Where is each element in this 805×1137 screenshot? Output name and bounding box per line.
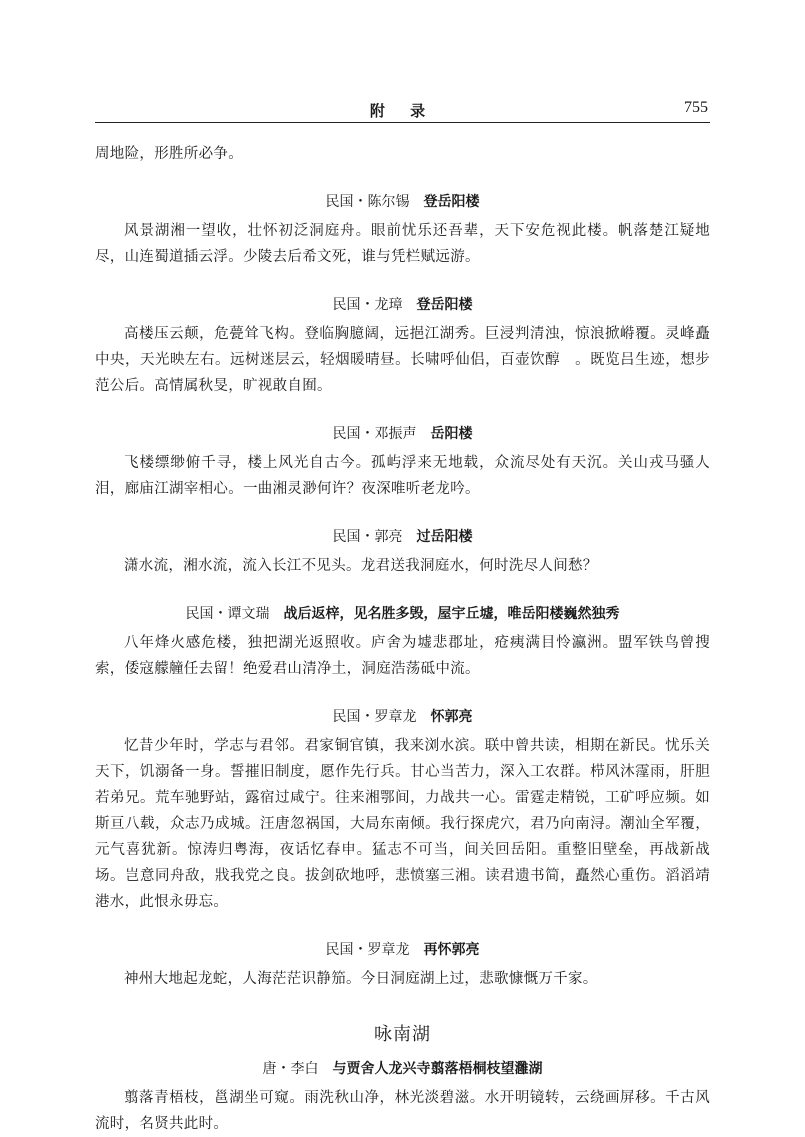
poem-block bbox=[95, 524, 710, 579]
poem-author: 民国・郭亮 bbox=[332, 530, 403, 545]
poem-title: 登岳阳楼 bbox=[416, 297, 473, 313]
poem-body: 八年烽火感危楼，独把湖光返照收。庐舍为墟悲郡址，疮痍满目怜瀛洲。盟军铁鸟曾搜索，倭寇艨艟任去留！绝爱君山清净土，洞庭浩荡砥中流。 bbox=[95, 635, 710, 677]
poem-body: 翦落青梧枝，邕湖坐可窥。雨洗秋山净，林光淡碧滋。水开明镜转，云绕画屏移。千古风流时，名贤共此时。 bbox=[95, 1090, 710, 1132]
poem-body: 风景湖湘一望收，壮怀初泛洞庭舟。眼前忧乐还吾辈，天下安危视此楼。帆落楚江疑地尽，山连蜀道插云浮。少陵去后希文死，谁与凭栏赋远游。 bbox=[95, 223, 710, 265]
opening-line: 周地险，形胜所必争。 bbox=[95, 146, 243, 162]
poem-author: 民国・龙璋 bbox=[332, 298, 403, 313]
poem-block bbox=[95, 421, 710, 502]
poem-body: 高楼压云颠，危甍耸飞构。登临胸臆阔，远挹江湖秀。巨浸判清浊，惊浪掀崻覆。灵峰矗中央，天光映左右。远树迷层云，轻烟暖晴昼。长啸呼仙侣，百壶饮醇 。既览吕生迹，想步范公后。高情属秋旻，旷视敢自囿。 bbox=[95, 326, 710, 394]
page-content bbox=[95, 141, 710, 1137]
poem-title: 怀郭亮 bbox=[430, 709, 473, 725]
poem-author: 民国・邓振声 bbox=[332, 427, 417, 442]
page-header bbox=[95, 92, 710, 123]
running-header-title: 附 录 bbox=[369, 102, 436, 120]
poem-heading bbox=[95, 524, 710, 551]
poem-title: 岳阳楼 bbox=[430, 426, 473, 442]
poem-heading bbox=[95, 292, 710, 319]
page-number: 755 bbox=[684, 99, 708, 116]
poem-author: 民国・罗章龙 bbox=[325, 943, 410, 958]
poem-title: 再怀郭亮 bbox=[423, 942, 480, 958]
poem-block bbox=[95, 937, 710, 992]
poem-heading bbox=[95, 421, 710, 448]
poem-block bbox=[95, 292, 710, 399]
poem-heading bbox=[95, 189, 710, 216]
poem-block bbox=[95, 601, 710, 682]
poem-title: 登岳阳楼 bbox=[423, 194, 480, 210]
poem-body: 潇水流，湘水流，流入长江不见头。龙君送我洞庭水，何时洗尽人间愁？ bbox=[124, 558, 598, 574]
poem-title: 与贾舍人龙兴寺翦落梧桐枝望灉湖 bbox=[332, 1061, 543, 1077]
poem-body: 神州大地起龙蛇，人海茫茫识静笳。今日洞庭湖上过，悲歌慷慨万千家。 bbox=[124, 971, 598, 987]
poem-title: 过岳阳楼 bbox=[416, 529, 473, 545]
poem-body: 忆昔少年时，学志与君邻。君家铜官镇，我来浏水滨。联中曾共读，相期在新民。忧乐关天下，饥溺备一身。誓摧旧制度，愿作先行兵。甘心当苦力，深入工农群。栉风沐霪雨，肝胆若弟兄。荒车驰野站，露宿过咸宁。往来湘鄂间，力战共一心。雷霆走精锐，工矿呼应频。如斯亘八载，众志乃成城。汪唐忽祸国，大局东南倾。我行探虎穴，君乃向南浔。潮汕全军覆，元气喜犹新。惊涛归粤海，夜话忆春申。猛志不可当，间关回岳阳。重整旧壁垒，再战新战场。岂意同舟敌，戕我党之良。拔剑砍地呼，悲愤塞三湘。读君遗书简，矗然心重伤。滔滔靖港水，此恨永毋忘。 bbox=[95, 738, 710, 910]
poem-author: 民国・罗章龙 bbox=[332, 710, 417, 725]
poem-block bbox=[95, 1056, 710, 1137]
poem-block bbox=[95, 704, 710, 915]
poem-author: 民国・陈尔锡 bbox=[325, 195, 410, 210]
poem-heading bbox=[95, 1056, 710, 1083]
poem-heading bbox=[95, 937, 710, 964]
poem-author: 民国・谭文瑞 bbox=[185, 607, 270, 622]
poem-heading bbox=[95, 704, 710, 731]
poem-heading bbox=[95, 601, 710, 628]
poem-block bbox=[95, 189, 710, 270]
poem-author: 唐・李白 bbox=[262, 1062, 319, 1077]
poem-title: 战后返梓，见名胜多毁，屋宇丘墟，唯岳阳楼巍然独秀 bbox=[283, 606, 620, 622]
section-heading: 咏南湖 bbox=[374, 1024, 431, 1045]
poem-body: 飞楼缥缈俯千寻，楼上风光自古今。孤屿浮来无地载，众流尽处有天沉。关山戎马骚人泪，廊庙江湖宰相心。一曲湘灵渺何许？夜深唯听老龙吟。 bbox=[95, 455, 710, 497]
